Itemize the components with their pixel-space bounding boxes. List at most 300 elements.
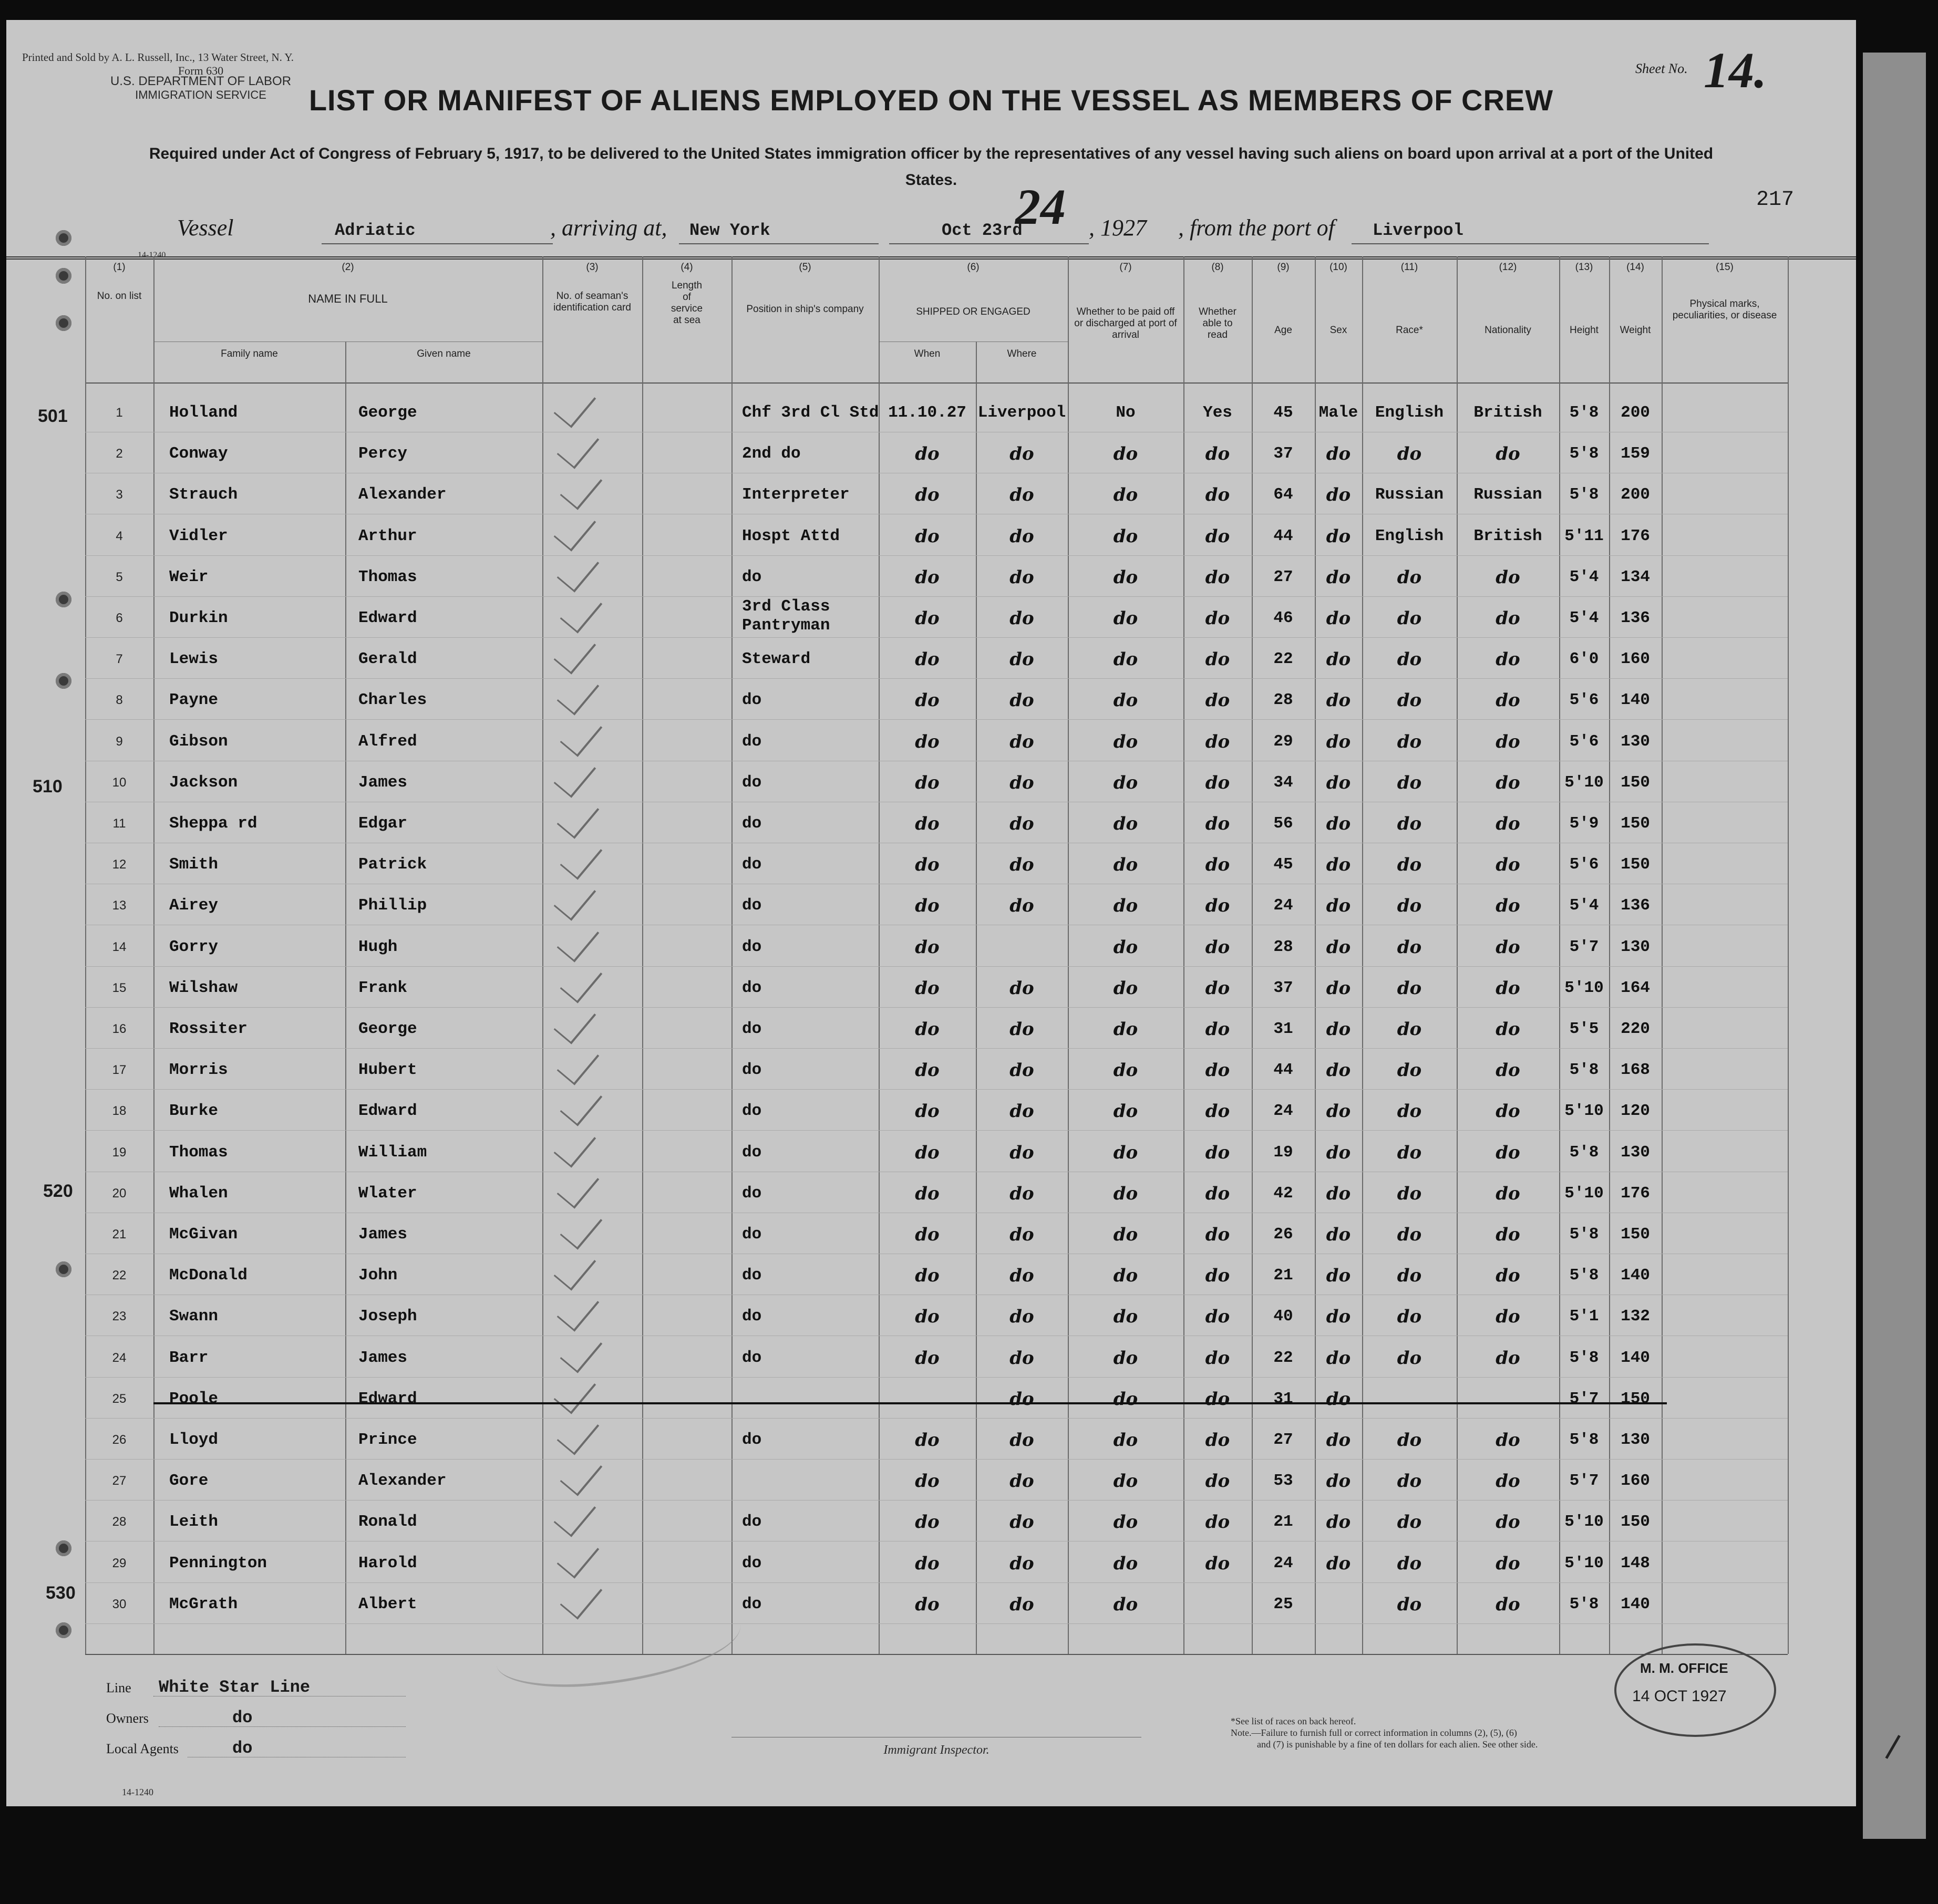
shipped-where: do — [1009, 566, 1034, 588]
given-name: Charles — [358, 691, 427, 710]
age: 24 — [1273, 1554, 1293, 1572]
age: 27 — [1273, 567, 1293, 586]
height: 5'10 — [1564, 978, 1604, 997]
height: 5'10 — [1564, 773, 1604, 792]
row-number: 20 — [112, 1186, 127, 1201]
age: 27 — [1273, 1431, 1293, 1449]
ship-position: do — [742, 855, 762, 874]
row-number: 2 — [116, 447, 123, 461]
sex: do — [1326, 566, 1351, 588]
given-name: Arthur — [358, 526, 417, 545]
weight: 150 — [1621, 773, 1650, 792]
shipped-when: do — [915, 690, 940, 711]
margin-number: 501 — [38, 406, 68, 426]
able-to-read: do — [1205, 854, 1230, 876]
ship-position: do — [742, 1513, 762, 1532]
weight: 150 — [1621, 1225, 1650, 1244]
weight: 140 — [1621, 1348, 1650, 1367]
vessel-label: Vessel — [177, 215, 234, 241]
sex: do — [1326, 1306, 1351, 1328]
family-name: McGrath — [169, 1595, 238, 1613]
nationality: Russian — [1473, 485, 1542, 504]
nationality: do — [1496, 443, 1520, 465]
paid-off: do — [1113, 1430, 1138, 1451]
age: 45 — [1273, 403, 1293, 422]
race: do — [1397, 443, 1422, 465]
race: do — [1397, 1142, 1422, 1163]
family-name: Lloyd — [169, 1431, 219, 1449]
row-rule — [85, 1377, 1788, 1378]
row-rule — [85, 637, 1788, 638]
race: do — [1397, 772, 1422, 793]
document-subtitle: Required under Act of Congress of February 5, 1917, to be delivered to the United States immigration officer by the representatives of any vessel having such aliens on board upon arrival at a port of the United States. — [149, 145, 1714, 189]
ship-position: do — [742, 978, 762, 997]
arrival-year: , 1927 — [1089, 215, 1147, 241]
paid-off: do — [1113, 1224, 1138, 1245]
col-rule — [542, 256, 543, 1654]
manifest-sheet — [6, 20, 1856, 1806]
row-number: 27 — [112, 1474, 127, 1488]
ship-position: do — [742, 567, 762, 586]
given-name: Frank — [358, 978, 408, 997]
paid-off: do — [1113, 977, 1138, 999]
col7-number: (7) — [1119, 262, 1132, 273]
nationality: do — [1496, 936, 1520, 958]
height: 5'8 — [1569, 485, 1599, 504]
ship-position: do — [742, 1595, 762, 1613]
family-name: Jackson — [169, 773, 238, 792]
printer-imprint: Printed and Sold by A. L. Russell, Inc., 13 Water Street, N. Y. — [22, 51, 294, 64]
given-name: Hubert — [358, 1061, 417, 1080]
given-name: Patrick — [358, 855, 427, 874]
shipped-when: do — [915, 649, 940, 670]
paid-off: do — [1113, 813, 1138, 834]
shipped-when: do — [915, 443, 940, 465]
ship-position: do — [742, 1225, 762, 1244]
shipped-where: do — [1009, 813, 1034, 834]
shipped-when: do — [915, 977, 940, 999]
weight: 140 — [1621, 691, 1650, 710]
row-rule — [85, 1418, 1788, 1419]
sex: do — [1326, 608, 1351, 629]
given-name: Hugh — [358, 937, 398, 956]
given-name: James — [358, 1225, 408, 1244]
shipped-where: do — [1009, 1224, 1034, 1245]
able-to-read: do — [1205, 813, 1230, 834]
height: 5'1 — [1569, 1307, 1599, 1326]
shipped-when: do — [915, 608, 940, 629]
family-name: Gore — [169, 1472, 209, 1491]
given-name: Ronald — [358, 1513, 417, 1532]
race: do — [1397, 1471, 1422, 1492]
row-number: 4 — [116, 529, 123, 543]
date-correction: 24 — [1015, 179, 1066, 235]
weight: 164 — [1621, 978, 1650, 997]
row-number: 16 — [112, 1022, 127, 1036]
sex: do — [1326, 936, 1351, 958]
able-to-read: do — [1205, 1224, 1230, 1245]
paid-off: No — [1116, 403, 1136, 422]
paid-off: do — [1113, 1471, 1138, 1492]
age: 44 — [1273, 1061, 1293, 1080]
paid-off: do — [1113, 772, 1138, 793]
race: do — [1397, 1512, 1422, 1533]
nationality: do — [1496, 731, 1520, 752]
height: 5'8 — [1569, 1266, 1599, 1285]
vessel-underline — [322, 243, 553, 244]
race: English — [1375, 403, 1444, 422]
paid-off: do — [1113, 484, 1138, 506]
given-name: George — [358, 403, 417, 422]
shipped-where: do — [1009, 731, 1034, 752]
shipped-where: do — [1009, 1430, 1034, 1451]
family-name: Barr — [169, 1348, 209, 1367]
form-number: Form 630 — [178, 64, 224, 77]
binder-hole — [56, 1622, 71, 1638]
shipped-when: do — [915, 1019, 940, 1040]
nationality: do — [1496, 854, 1520, 876]
nationality: do — [1496, 1512, 1520, 1533]
races-note: *See list of races on back hereof. — [1231, 1716, 1356, 1726]
shipped-where: do — [1009, 1553, 1034, 1574]
age: 21 — [1273, 1513, 1293, 1532]
col3-number: (3) — [586, 262, 599, 273]
able-to-read: do — [1205, 525, 1230, 547]
shipped-where: do — [1009, 1060, 1034, 1081]
col14-header: Weight — [1620, 325, 1651, 336]
nationality: do — [1496, 1265, 1520, 1287]
sex: do — [1326, 1512, 1351, 1533]
family-name: Swann — [169, 1307, 219, 1326]
row-number: 8 — [116, 693, 123, 708]
row-rule — [85, 966, 1788, 967]
row-number: 7 — [116, 652, 123, 667]
col4-number: (4) — [681, 262, 693, 273]
race: English — [1375, 526, 1444, 545]
weight: 130 — [1621, 1431, 1650, 1449]
age: 22 — [1273, 1348, 1293, 1367]
height: 5'4 — [1569, 567, 1599, 586]
row-number: 3 — [116, 488, 123, 502]
nationality: do — [1496, 1347, 1520, 1369]
row-number: 21 — [112, 1227, 127, 1241]
family-name: Vidler — [169, 526, 228, 545]
arriving-label: , arriving at, — [550, 215, 667, 241]
shipped-where: do — [1009, 977, 1034, 999]
age: 46 — [1273, 609, 1293, 627]
paid-off: do — [1113, 1388, 1138, 1410]
sex: do — [1326, 1183, 1351, 1204]
race: do — [1397, 1265, 1422, 1287]
weight: 130 — [1621, 732, 1650, 751]
row-number: 15 — [112, 980, 127, 995]
age: 45 — [1273, 855, 1293, 874]
paid-off: do — [1113, 895, 1138, 917]
weight: 136 — [1621, 609, 1650, 627]
form-code: 14-1240 — [138, 251, 166, 260]
footer-form-code: 14-1240 — [122, 1787, 153, 1797]
col10-number: (10) — [1329, 262, 1347, 273]
nationality: do — [1496, 1593, 1520, 1615]
able-to-read: do — [1205, 1183, 1230, 1204]
height: 5'6 — [1569, 855, 1599, 874]
shipped-when: do — [915, 854, 940, 876]
col-rule — [731, 256, 733, 1654]
ship-position: do — [742, 1431, 762, 1449]
sex: do — [1326, 1471, 1351, 1492]
age: 21 — [1273, 1266, 1293, 1285]
sex: do — [1326, 1347, 1351, 1369]
height: 5'8 — [1569, 444, 1599, 463]
sex: do — [1326, 813, 1351, 834]
shipped-when: do — [915, 484, 940, 506]
paid-off: do — [1113, 1553, 1138, 1574]
shipped-where: do — [1009, 649, 1034, 670]
shipped-where: do — [1009, 443, 1034, 465]
col15-header: Physical marks, peculiarities, or disease — [1672, 298, 1777, 321]
given-name: Alfred — [358, 732, 417, 751]
weight: 176 — [1621, 1184, 1650, 1203]
race: do — [1397, 1101, 1422, 1122]
owners-underline — [159, 1726, 406, 1727]
row-number: 1 — [116, 406, 123, 420]
shipped-where: do — [1009, 608, 1034, 629]
col9-number: (9) — [1277, 262, 1290, 273]
nationality: do — [1496, 1060, 1520, 1081]
ship-position: do — [742, 732, 762, 751]
document-title: LIST OR MANIFEST OF ALIENS EMPLOYED ON THE VESSEL AS MEMBERS OF CREW — [308, 84, 1554, 117]
departure-port: Liverpool — [1373, 221, 1463, 240]
age: 28 — [1273, 691, 1293, 710]
height: 5'8 — [1569, 1595, 1599, 1613]
row-rule — [85, 1048, 1788, 1049]
height: 5'7 — [1569, 1472, 1599, 1491]
col1-header: No. on list — [97, 291, 142, 302]
sex: do — [1326, 443, 1351, 465]
ship-position: do — [742, 1266, 762, 1285]
shipped-when: do — [915, 1553, 940, 1574]
weight: 159 — [1621, 444, 1650, 463]
from-port-underline — [1352, 243, 1709, 244]
age: 26 — [1273, 1225, 1293, 1244]
given-name: George — [358, 1020, 417, 1038]
nationality: British — [1473, 526, 1542, 545]
able-to-read: do — [1205, 895, 1230, 917]
shipped-when: do — [915, 731, 940, 752]
nationality: do — [1496, 649, 1520, 670]
family-name: Whalen — [169, 1184, 228, 1203]
shipped-where: do — [1009, 1471, 1034, 1492]
col12-header: Nationality — [1485, 325, 1531, 336]
row-rule — [85, 555, 1788, 556]
age: 40 — [1273, 1307, 1293, 1326]
ship-position: do — [742, 1554, 762, 1572]
able-to-read: do — [1205, 690, 1230, 711]
family-name: McDonald — [169, 1266, 248, 1285]
from-port-label: , from the port of — [1178, 215, 1335, 241]
port-underline — [679, 243, 879, 244]
row-number: 12 — [112, 857, 127, 872]
nationality: do — [1496, 1306, 1520, 1328]
paid-off: do — [1113, 1306, 1138, 1328]
family-name: Strauch — [169, 485, 238, 504]
height: 5'10 — [1564, 1102, 1604, 1121]
family-name: Durkin — [169, 609, 228, 627]
margin-number: 520 — [43, 1181, 73, 1201]
age: 19 — [1273, 1143, 1293, 1162]
row-number: 18 — [112, 1104, 127, 1119]
able-to-read: do — [1205, 649, 1230, 670]
age: 53 — [1273, 1472, 1293, 1491]
shipped-where: do — [1009, 1388, 1034, 1410]
binder-hole — [56, 673, 71, 689]
height: 5'4 — [1569, 896, 1599, 915]
col1-number: (1) — [113, 262, 126, 273]
race: do — [1397, 1430, 1422, 1451]
sex: do — [1326, 1224, 1351, 1245]
family-name: Lewis — [169, 650, 219, 669]
sex: do — [1326, 1101, 1351, 1122]
age: 31 — [1273, 1389, 1293, 1408]
able-to-read: do — [1205, 936, 1230, 958]
col-rule — [345, 342, 346, 1654]
arrival-port: New York — [689, 221, 770, 240]
col8-number: (8) — [1211, 262, 1224, 273]
given-name: Harold — [358, 1554, 417, 1572]
sheet-number-label: Sheet No. — [1635, 61, 1688, 76]
able-to-read: do — [1205, 1471, 1230, 1492]
paid-off: do — [1113, 1142, 1138, 1163]
sex: do — [1326, 1430, 1351, 1451]
shipped-where: do — [1009, 1347, 1034, 1369]
paid-off: do — [1113, 1183, 1138, 1204]
given-name: James — [358, 773, 408, 792]
sex: do — [1326, 1553, 1351, 1574]
height: 5'4 — [1569, 609, 1599, 627]
weight: 132 — [1621, 1307, 1650, 1326]
shipped-when: do — [915, 566, 940, 588]
penalty-note-2: and (7) is punishable by a fine of ten dollars for each alien. See other side. — [1257, 1739, 1538, 1750]
race: do — [1397, 566, 1422, 588]
able-to-read: do — [1205, 1388, 1230, 1410]
height: 5'7 — [1569, 937, 1599, 956]
weight: 168 — [1621, 1061, 1650, 1080]
header-bottom-rule — [85, 382, 1788, 384]
height: 5'8 — [1569, 1225, 1599, 1244]
table-bottom-rule — [85, 1654, 1788, 1655]
family-name: Conway — [169, 444, 228, 463]
able-to-read: do — [1205, 1430, 1230, 1451]
given-name: Gerald — [358, 650, 417, 669]
shipped-where: do — [1009, 690, 1034, 711]
col4-header: Length of service at sea — [671, 280, 703, 326]
service-name: IMMIGRATION SERVICE — [135, 88, 266, 101]
weight: 150 — [1621, 814, 1650, 833]
ship-position: Interpreter — [742, 485, 850, 504]
weight: 160 — [1621, 1472, 1650, 1491]
given-name: Wlater — [358, 1184, 417, 1203]
race: do — [1397, 1347, 1422, 1369]
shipped-when: do — [915, 895, 940, 917]
weight: 200 — [1621, 403, 1650, 422]
given-name: Thomas — [358, 567, 417, 586]
height: 6'0 — [1569, 650, 1599, 669]
race: do — [1397, 690, 1422, 711]
paid-off: do — [1113, 1101, 1138, 1122]
nationality: do — [1496, 1553, 1520, 1574]
able-to-read: do — [1205, 731, 1230, 752]
col12-number: (12) — [1499, 262, 1517, 273]
sex: do — [1326, 525, 1351, 547]
row-number: 25 — [112, 1391, 127, 1406]
paid-off: do — [1113, 936, 1138, 958]
race: do — [1397, 1593, 1422, 1615]
row-number: 5 — [116, 570, 123, 584]
row-number: 17 — [112, 1063, 127, 1078]
given-name: Prince — [358, 1431, 417, 1449]
able-to-read: Yes — [1203, 403, 1232, 422]
family-name: Morris — [169, 1061, 228, 1080]
shipped-when: do — [915, 1183, 940, 1204]
sex: do — [1326, 854, 1351, 876]
shipped-when: do — [915, 1471, 940, 1492]
col11-header: Race* — [1396, 325, 1423, 336]
col11-number: (11) — [1400, 262, 1418, 273]
row-number: 14 — [112, 939, 127, 954]
ship-position: do — [742, 1184, 762, 1203]
race: do — [1397, 1019, 1422, 1040]
margin-number: 510 — [33, 777, 63, 796]
race: do — [1397, 731, 1422, 752]
given-name: Percy — [358, 444, 408, 463]
penalty-note-1: Note.—Failure to furnish full or correct information in columns (2), (5), (6) — [1231, 1727, 1517, 1738]
shipped-when: do — [915, 1347, 940, 1369]
family-name: Sheppa rd — [169, 814, 257, 833]
col2-number: (2) — [342, 262, 354, 273]
shipped-where: do — [1009, 772, 1034, 793]
weight: 200 — [1621, 485, 1650, 504]
sex: do — [1326, 977, 1351, 999]
age: 42 — [1273, 1184, 1293, 1203]
shipped-where: do — [1009, 1101, 1034, 1122]
able-to-read: do — [1205, 977, 1230, 999]
col9-header: Age — [1274, 325, 1292, 336]
col10-header: Sex — [1329, 325, 1347, 336]
shipped-when: do — [915, 525, 940, 547]
family-name: McGivan — [169, 1225, 238, 1244]
family-name: Poole — [169, 1389, 219, 1408]
family-name: Gibson — [169, 732, 228, 751]
nationality: do — [1496, 977, 1520, 999]
family-name: Pennington — [169, 1554, 267, 1572]
ship-position: 2nd do — [742, 444, 801, 463]
ship-position: do — [742, 1348, 762, 1367]
shipped-where: do — [1009, 1512, 1034, 1533]
weight: 150 — [1621, 1389, 1650, 1408]
height: 5'8 — [1569, 1061, 1599, 1080]
paid-off: do — [1113, 1512, 1138, 1533]
col6-number: (6) — [967, 262, 980, 273]
paid-off: do — [1113, 608, 1138, 629]
given-name: Phillip — [358, 896, 427, 915]
family-name: Payne — [169, 691, 219, 710]
nationality: do — [1496, 1019, 1520, 1040]
col2b-header: Given name — [417, 348, 471, 359]
row-number: 26 — [112, 1433, 127, 1447]
nationality: do — [1496, 1142, 1520, 1163]
shipped-when: 11.10.27 — [888, 403, 966, 422]
sex: Male — [1318, 403, 1358, 422]
